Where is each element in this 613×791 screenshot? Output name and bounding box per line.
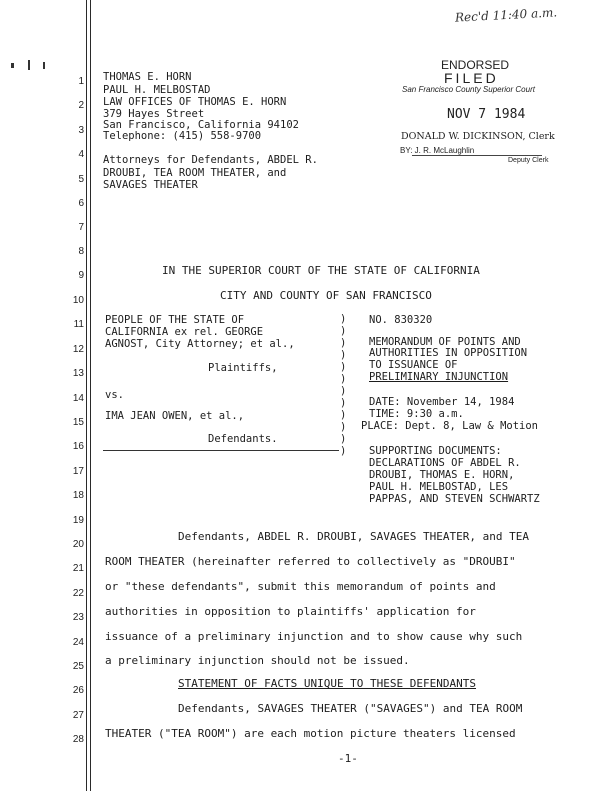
plaintiff-line: AGNOST, City Attorney; et al., xyxy=(105,338,295,350)
caption-paren: ) xyxy=(340,397,347,409)
stamp-signature-line xyxy=(412,155,542,156)
caption-paren: ) xyxy=(340,325,347,337)
supporting-line: SUPPORTING DOCUMENTS: xyxy=(369,445,502,457)
counsel-line: San Francisco, California 94102 xyxy=(103,119,299,131)
line-number: 14 xyxy=(72,393,84,404)
page-number: -1- xyxy=(338,752,358,765)
body-line: or "these defendants", submit this memorandum of points and xyxy=(105,580,496,593)
county-title: CITY AND COUNTY OF SAN FRANCISCO xyxy=(220,289,432,302)
body-line: authorities in opposition to plaintiffs' application for xyxy=(105,605,476,618)
caption-bottom-rule xyxy=(103,450,339,451)
supporting-line: DECLARATIONS OF ABDEL R. xyxy=(369,457,521,469)
line-number: 17 xyxy=(72,466,84,477)
line-number: 21 xyxy=(72,563,84,574)
caption-paren: ) xyxy=(340,445,347,457)
line-number: 6 xyxy=(78,198,84,209)
stamp-clerk: DONALD W. DICKINSON, Clerk xyxy=(401,131,555,142)
facts-line: Defendants, SAVAGES THEATER ("SAVAGES") and TEA ROOM xyxy=(178,702,523,715)
supporting-line: PAUL H. MELBOSTAD, LES xyxy=(369,481,509,493)
line-number: 27 xyxy=(72,710,84,721)
line-number: 4 xyxy=(78,149,84,160)
attorneys-for-line: SAVAGES THEATER xyxy=(103,179,198,191)
court-title: IN THE SUPERIOR COURT OF THE STATE OF CALIFORNIA xyxy=(162,264,480,277)
line-number: 18 xyxy=(72,490,84,501)
line-number: 13 xyxy=(72,368,84,379)
margin-mark xyxy=(28,60,30,70)
hearing-place: PLACE: Dept. 8, Law & Motion xyxy=(361,420,539,432)
caption-paren: ) xyxy=(340,349,347,361)
memo-line: MEMORANDUM OF POINTS AND xyxy=(369,336,521,348)
plaintiff-line: CALIFORNIA ex rel. GEORGE xyxy=(105,326,264,338)
plaintiffs-label: Plaintiffs, xyxy=(208,362,278,374)
stamp-by: BY: J. R. McLaughlin xyxy=(400,146,475,155)
hearing-time: TIME: 9:30 a.m. xyxy=(369,408,464,420)
stamp-filed: FILED xyxy=(444,70,499,86)
caption-paren: ) xyxy=(340,313,347,325)
counsel-line: Telephone: (415) 558-9700 xyxy=(103,130,262,142)
section-heading: STATEMENT OF FACTS UNIQUE TO THESE DEFENDANTS xyxy=(178,677,477,690)
body-line: issuance of a preliminary injunction and to show cause why such xyxy=(105,630,523,643)
caption-paren: ) xyxy=(340,373,347,385)
memo-title-underlined: PRELIMINARY INJUNCTION xyxy=(369,371,509,383)
body-line: ROOM THEATER (hereinafter referred to collectively as "DROUBI" xyxy=(105,555,516,568)
margin-mark xyxy=(11,63,14,68)
hearing-date: DATE: November 14, 1984 xyxy=(369,396,515,408)
line-number: 2 xyxy=(78,100,84,111)
line-number: 16 xyxy=(72,441,84,452)
line-number: 1 xyxy=(78,76,84,87)
line-number: 25 xyxy=(72,661,84,672)
line-number: 8 xyxy=(78,246,84,257)
case-number: NO. 830320 xyxy=(369,314,433,326)
body-line: a preliminary injunction should not be issued. xyxy=(105,654,410,667)
counsel-line: THOMAS E. HORN xyxy=(103,71,192,83)
versus: vs. xyxy=(105,389,124,401)
line-number: 12 xyxy=(72,344,84,355)
supporting-line: PAPPAS, AND STEVEN SCHWARTZ xyxy=(369,493,540,505)
line-number: 23 xyxy=(72,612,84,623)
line-number: 15 xyxy=(72,417,84,428)
caption-paren: ) xyxy=(340,409,347,421)
attorneys-for-line: DROUBI, TEA ROOM THEATER, and xyxy=(103,167,287,179)
caption-paren: ) xyxy=(340,433,347,445)
stamp-court: San Francisco County Superior Court xyxy=(402,85,535,94)
stamp-deputy: Deputy Clerk xyxy=(508,157,549,164)
line-number: 11 xyxy=(73,319,84,330)
stamp-endorsed: ENDORSED xyxy=(441,58,510,72)
line-number: 3 xyxy=(78,125,84,136)
margin-rule-left xyxy=(86,0,87,791)
body-line: Defendants, ABDEL R. DROUBI, SAVAGES THEATER, and TEA xyxy=(178,530,529,543)
defendant-line: IMA JEAN OWEN, et al., xyxy=(105,410,245,422)
handwritten-received-note: Rec'd 11:40 a.m. xyxy=(454,5,558,25)
line-number: 24 xyxy=(72,637,84,648)
line-number: 20 xyxy=(72,539,84,550)
line-number: 26 xyxy=(72,685,84,696)
margin-rule-right xyxy=(90,0,91,791)
defendants-label: Defendants. xyxy=(208,433,278,445)
memo-line: AUTHORITIES IN OPPOSITION xyxy=(369,347,528,359)
plaintiff-line: PEOPLE OF THE STATE OF xyxy=(105,314,245,326)
counsel-line: LAW OFFICES OF THOMAS E. HORN xyxy=(103,96,287,108)
attorneys-for-line: Attorneys for Defendants, ABDEL R. xyxy=(103,154,318,166)
counsel-line: 379 Hayes Street xyxy=(103,108,205,120)
line-number: 9 xyxy=(78,270,84,281)
line-number: 5 xyxy=(78,174,84,185)
line-number: 7 xyxy=(78,222,84,233)
facts-line: THEATER ("TEA ROOM") are each motion picture theaters licensed xyxy=(105,727,516,740)
line-number: 10 xyxy=(72,295,84,306)
supporting-line: DROUBI, THOMAS E. HORN, xyxy=(369,469,515,481)
line-number: 28 xyxy=(72,734,84,745)
stamp-date: NOV 7 1984 xyxy=(447,107,526,122)
caption-paren: ) xyxy=(340,361,347,373)
caption-paren: ) xyxy=(340,421,347,433)
counsel-line: PAUL H. MELBOSTAD xyxy=(103,84,211,96)
margin-mark xyxy=(43,62,45,69)
caption-paren: ) xyxy=(340,337,347,349)
line-number: 22 xyxy=(72,588,84,599)
caption-paren: ) xyxy=(340,385,347,397)
line-number: 19 xyxy=(72,515,84,526)
memo-line: TO ISSUANCE OF xyxy=(369,359,458,371)
